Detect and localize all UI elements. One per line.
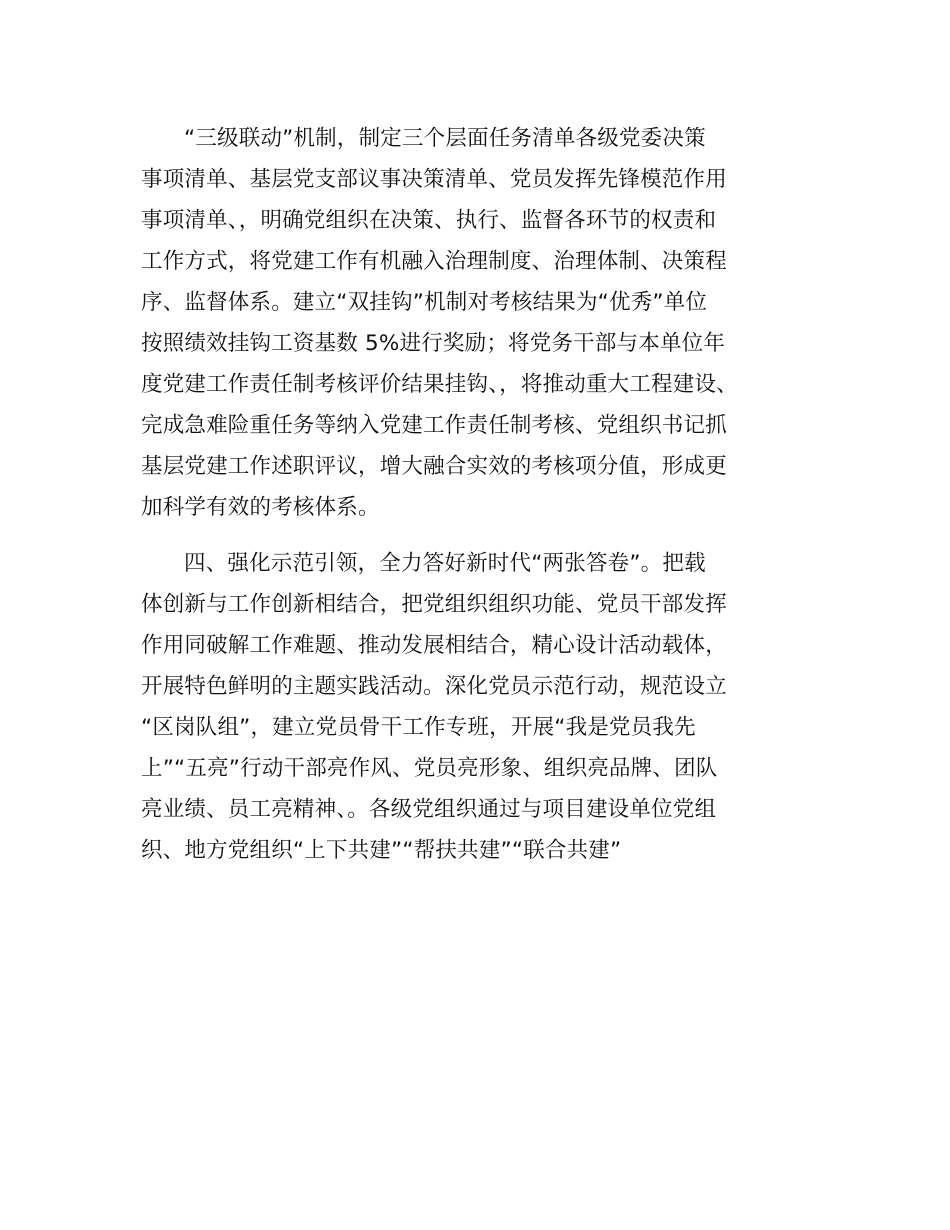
- text-line: 按照绩效挂钩工资基数 5%进行奖励；将党务干部与本单位年: [141, 331, 726, 356]
- text-line: 加科学有效的考核体系。: [141, 495, 380, 520]
- paragraph-1: [141, 118, 831, 528]
- text-line: 完成急难险重任务等纳入党建工作责任制考核、党组织书记抓: [141, 413, 727, 438]
- text-line: 基层党建工作述职评议，增大融合实效的考核项分值，形成更: [141, 454, 727, 479]
- body-text: [141, 118, 831, 871]
- text-line: 工作方式，将党建工作有机融入治理制度、治理体制、决策程: [141, 249, 727, 274]
- text-line: 作用同破解工作难题、推动发展相结合，精心设计活动载体，: [141, 633, 727, 658]
- text-line: 织、地方党组织“上下共建”“帮扶共建”“联合共建”: [141, 838, 622, 863]
- text-line: 开展特色鲜明的主题实践活动。深化党员示范行动，规范设立: [141, 674, 727, 699]
- text-line: 度党建工作责任制考核评价结果挂钩、，将推动重大工程建设、: [141, 372, 738, 397]
- text-line: 亮业绩、员工亮精神、。各级党组织通过与项目建设单位党组: [141, 797, 717, 822]
- text-line: 上”“五亮”行动干部亮作风、党员亮形象、组织亮品牌、团队: [141, 756, 718, 781]
- paragraph-spacer: [141, 528, 831, 543]
- text-line: “三级联动”机制，制定三个层面任务清单各级党委决策: [184, 126, 706, 151]
- text-line: “区岗队组”，建立党员骨干工作专班，开展“我是党员我先: [141, 715, 696, 740]
- text-line: 事项清单、基层党支部议事决策清单、党员发挥先锋模范作用: [141, 167, 727, 192]
- paragraph-2: [141, 543, 831, 871]
- text-line: 序、监督体系。建立“双挂钩”机制对考核结果为“优秀”单位: [141, 290, 708, 315]
- text-line: 事项清单、，明确党组织在决策、执行、监督各环节的权责和: [141, 208, 717, 233]
- text-line: 四、强化示范引领，全力答好新时代“两张答卷”。把载: [184, 551, 706, 576]
- text-line: 体创新与工作创新相结合，把党组织组织功能、党员干部发挥: [141, 592, 727, 617]
